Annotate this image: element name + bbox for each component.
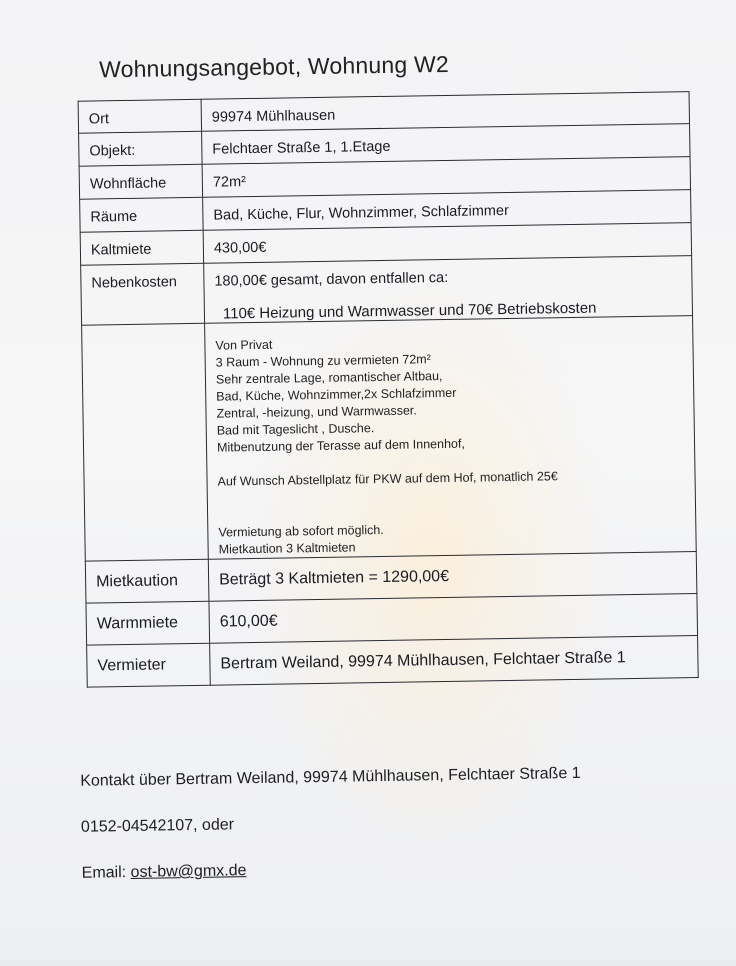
nebenkosten-detail: 110€ Heizung und Warmwasser und 70€ Betriebskosten [222, 299, 597, 323]
description-line: Auf Wunsch Abstellplatz für PKW auf dem Hof, monatlich 25€ [217, 469, 558, 489]
label-kaltmiete: Kaltmiete [80, 230, 204, 265]
description-line: Sehr zentrale Lage, romantischer Altbau, [215, 369, 443, 387]
label-ort: Ort [78, 99, 201, 133]
value-nebenkosten-cell [204, 256, 693, 324]
table-row-description [82, 316, 697, 562]
description-line: Mietkaution 3 Kaltmieten [218, 540, 356, 557]
contact-line: Kontakt über Bertram Weiland, 99974 Mühlhausen, Felchtaer Straße 1 [80, 764, 581, 790]
description-line: Von Privat [215, 337, 273, 353]
contact-phone: 0152-04542107, oder [80, 816, 235, 836]
description-line: Bad, Küche, Wohnzimmer,2x Schlafzimmer [216, 385, 457, 404]
table-row-nebenkosten [81, 256, 693, 326]
label-nebenkosten: Nebenkosten [81, 263, 205, 325]
value-raeume: Bad, Küche, Flur, Wohnzimmer, Schlafzimmer [203, 190, 691, 231]
value-objekt: Felchtaer Straße 1, 1.Etage [202, 124, 690, 165]
description-line: Zentral, -heizung, und Warmwasser. [216, 403, 417, 421]
contact-email-line [82, 862, 247, 883]
label-description-empty [82, 323, 209, 561]
value-warmmiete: 610,00€ [209, 594, 698, 644]
value-mietkaution: Beträgt 3 Kaltmieten = 1290,00€ [208, 552, 697, 602]
label-wohnflaeche: Wohnfläche [79, 164, 203, 199]
value-nebenkosten: 180,00€ gesamt, davon entfallen ca: [214, 269, 449, 290]
label-warmmiete: Warmmiete [86, 601, 210, 645]
description-line: Bad mit Tageslicht , Dusche. [216, 421, 375, 438]
description-text [205, 316, 697, 560]
table-row-vermieter [87, 636, 699, 688]
value-vermieter: Bertram Weiland, 99974 Mühlhausen, Felchtaer Straße 1 [210, 636, 699, 686]
document-title: Wohnungsangebot, Wohnung W2 [98, 50, 450, 83]
apartment-info-table [78, 91, 699, 688]
label-raeume: Räume [80, 197, 204, 232]
label-mietkaution: Mietkaution [85, 559, 209, 603]
label-vermieter: Vermieter [87, 643, 211, 687]
description-line: Vermietung ab sofort möglich. [218, 522, 384, 540]
description-line: 3 Raum - Wohnung zu vermieten 72m² [215, 352, 431, 370]
email-link[interactable]: ost-bw@gmx.de [130, 862, 247, 881]
value-kaltmiete: 430,00€ [203, 223, 691, 264]
description-line: Mitbenutzung der Terasse auf dem Innenhof, [216, 436, 465, 455]
value-wohnflaeche: 72m² [202, 157, 690, 198]
value-ort: 99974 Mühlhausen [201, 92, 689, 132]
email-label: Email: [81, 863, 131, 882]
label-objekt: Objekt: [79, 131, 203, 166]
